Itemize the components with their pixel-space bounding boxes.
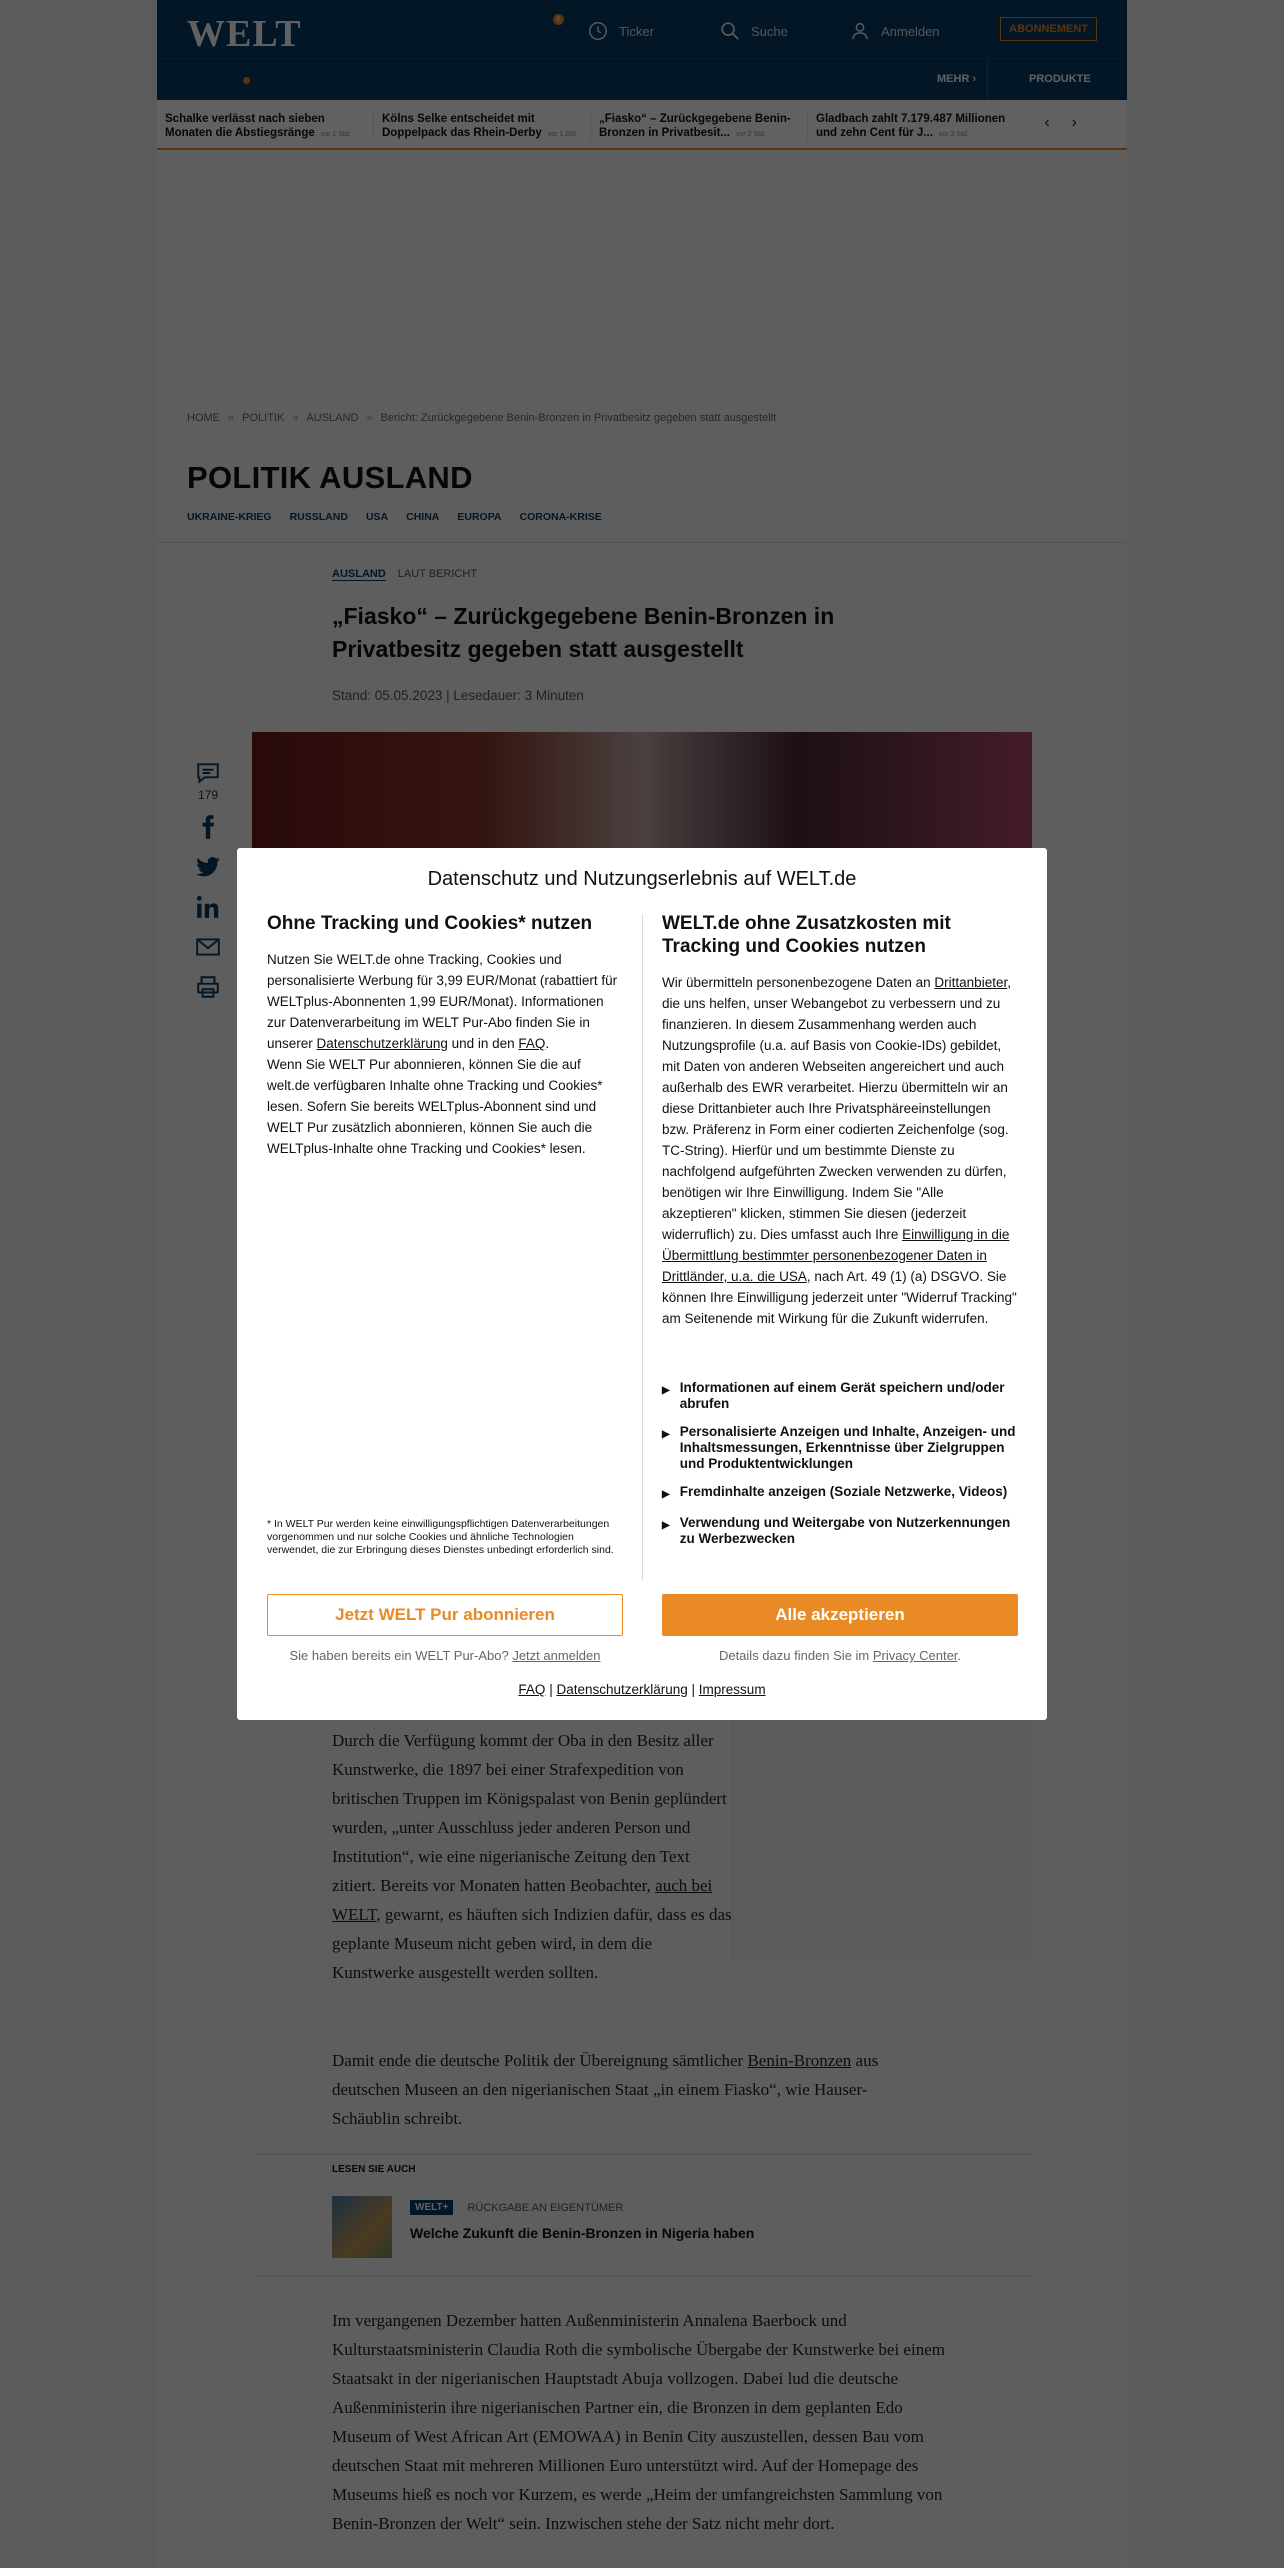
purpose-label: Fremdinhalte anzeigen (Soziale Netzwerke, Videos)	[679, 1484, 1008, 1499]
consent-text: und in den	[447, 1036, 519, 1051]
purpose-item[interactable]	[662, 1380, 1018, 1412]
footer-impressum-link[interactable]: Impressum	[698, 1682, 766, 1697]
purpose-list	[662, 1380, 1018, 1559]
consent-right-column	[662, 912, 1018, 1329]
expand-triangle-icon: ▶	[662, 1489, 670, 1500]
welt-pur-subscribe-button[interactable]: Jetzt WELT Pur abonnieren	[267, 1594, 623, 1636]
purpose-label: Verwendung und Weitergabe von Nutzerkennungen zu Werbezwecken	[679, 1515, 1011, 1546]
consent-title: Datenschutz und Nutzungserlebnis auf WELT.de	[427, 868, 857, 890]
hint-text: Details dazu finden Sie im	[718, 1648, 873, 1663]
purpose-label: Informationen auf einem Gerät speichern und/oder abrufen	[679, 1380, 1005, 1411]
hint-text: Sie haben bereits ein WELT Pur-Abo?	[289, 1648, 513, 1663]
faq-link[interactable]: FAQ	[518, 1036, 546, 1051]
purpose-item[interactable]	[662, 1424, 1018, 1472]
datenschutz-link[interactable]: Datenschutzerklärung	[316, 1036, 448, 1051]
welt-pur-login-hint	[267, 1648, 623, 1663]
consent-text: , nach Art. 49 (1) (a) DSGVO. Sie können Ihre Einwilligung jederzeit unter "Widerruf Tracking" am Seitenende mit Wirkung für die Zukunft widerrufen.	[662, 1269, 1017, 1326]
consent-footnote: * In WELT Pur werden keine einwilligungspflichtigen Datenverarbeitungen vorgenommen und nur solche Cookies und ähnliche Technologien verwendet, die zur Erbringung dieses Dienstes unbedingt erforderlich sind.	[267, 1518, 614, 1556]
consent-divider	[642, 914, 643, 1580]
consent-right-text	[662, 972, 1018, 1329]
consent-text: Nutzen Sie WELT.de ohne Tracking, Cookies und personalisierte Werbung für 3,99 EUR/Monat (rabattiert für WELTplus-Abonnenten 1,99 EUR/Monat). Informationen zur Datenverarbeitung im WELT Pur-Abo finden Sie in unserer	[267, 952, 618, 1051]
welt-pur-login-link[interactable]: Jetzt anmelden	[512, 1648, 601, 1663]
expand-triangle-icon: ▶	[662, 1385, 670, 1396]
consent-text: .	[545, 1036, 550, 1051]
footer-faq-link[interactable]: FAQ	[518, 1682, 546, 1697]
purpose-item[interactable]	[662, 1484, 1018, 1503]
drittland-consent-link[interactable]: Einwilligung in die Übermittlung bestimmter personenbezogener Daten in Drittländer, u.a. die USA	[662, 1227, 1010, 1284]
drittanbieter-link[interactable]: Drittanbieter	[934, 975, 1008, 990]
consent-text: , die uns helfen, unser Webangebot zu verbessern und zu finanzieren. In diesem Zusammenhang werden auch Nutzungsprofile (u.a. auf Basis von Cookie-IDs) gebildet, mit Daten von anderen Webseiten angereichert und auch außerhalb des EWR verarbeitet. Hierzu übermitteln wir an diese Drittanbieter auch Ihre Privatsphäreeinstellungen bzw. Präferenz in Form einer codierten Zeichenfolge (sog. TC-String). Hierfür und um bestimmte Dienste zu nachfolgend aufgeführten Zwecken verwenden zu dürfen, benötigen wir Ihre Einwilligung. Indem Sie "Alle akzeptieren" klicken, stimmen Sie diesen (jederzeit widerruflich) zu. Dies umfasst auch Ihre	[662, 975, 1011, 1242]
purpose-label: Personalisierte Anzeigen und Inhalte, Anzeigen- und Inhaltsmessungen, Erkenntnisse über Zielgruppen und Produktentwicklungen	[679, 1424, 1016, 1471]
consent-right-heading: WELT.de ohne Zusatzkosten mit Tracking und Cookies nutzen	[662, 913, 951, 957]
consent-text: Wir übermitteln personenbezogene Daten an	[662, 975, 935, 990]
expand-triangle-icon: ▶	[662, 1520, 670, 1531]
consent-dialog	[237, 848, 1047, 1720]
hint-text: .	[957, 1648, 962, 1663]
consent-footer-links: FAQ | Datenschutzerklärung | Impressum	[518, 1682, 766, 1697]
accept-all-button[interactable]: Alle akzeptieren	[662, 1594, 1018, 1636]
consent-left-text-2: Wenn Sie WELT Pur abonnieren, können Sie die auf welt.de verfügbaren Inhalte ohne Tracking und Cookies* lesen. Sofern Sie bereits WELTplus-Abonnent sind und WELT Pur zusätzlich abonnieren, können Sie auch die WELTplus-Inhalte ohne Tracking und Cookies* lesen.	[267, 1057, 603, 1156]
privacy-center-link[interactable]: Privacy Center	[872, 1648, 958, 1663]
purpose-item[interactable]	[662, 1515, 1018, 1547]
consent-left-text	[267, 949, 623, 1054]
privacy-center-hint	[662, 1648, 1018, 1663]
consent-left-heading: Ohne Tracking und Cookies* nutzen	[267, 913, 593, 934]
consent-left-column	[267, 912, 623, 1159]
expand-triangle-icon: ▶	[662, 1429, 670, 1440]
footer-datenschutz-link[interactable]: Datenschutzerklärung	[556, 1682, 688, 1697]
